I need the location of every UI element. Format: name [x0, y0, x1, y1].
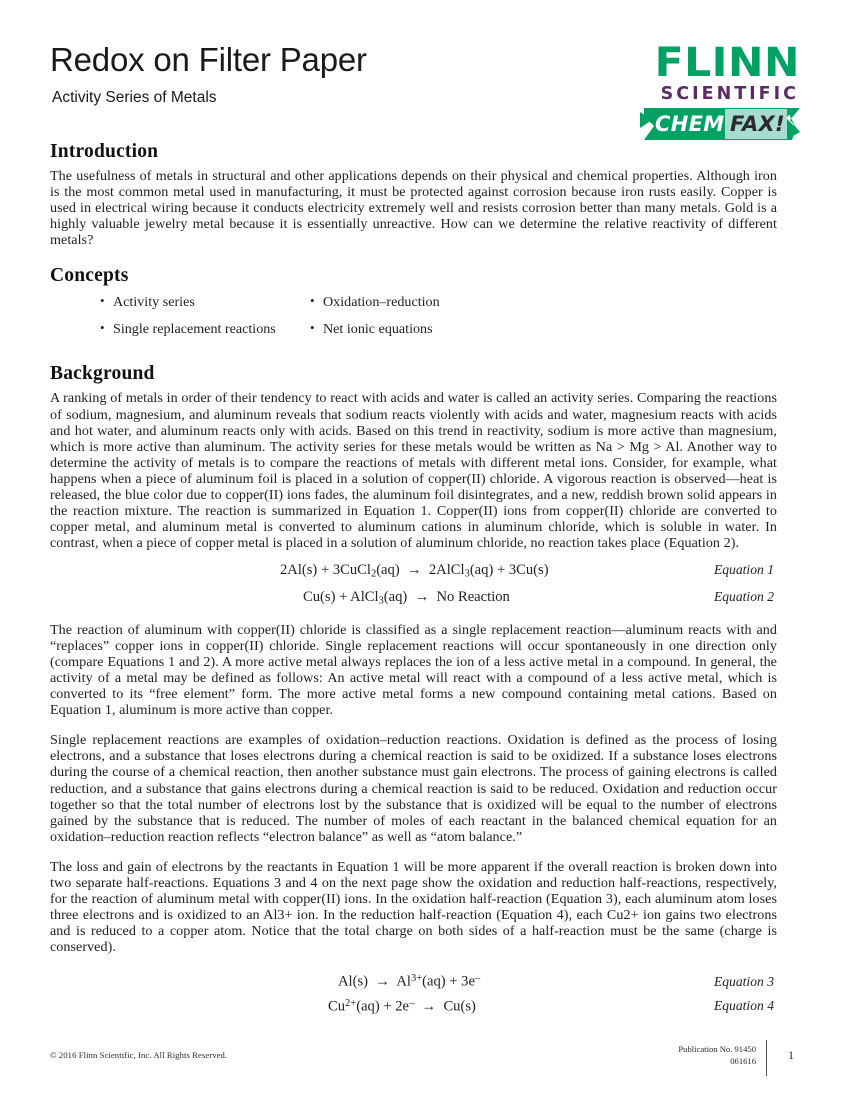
equation-1-label: Equation 1	[713, 562, 774, 578]
heading-introduction: Introduction	[50, 141, 159, 162]
spacer	[50, 348, 777, 362]
list-item: • Activity series	[100, 294, 310, 310]
equation-row-4	[50, 994, 777, 1016]
equation-group-2	[50, 969, 777, 1016]
logo-brand-text: FLINN	[654, 40, 800, 86]
equation-3-label: Equation 3	[713, 973, 774, 989]
equation-2-label: Equation 2	[713, 589, 774, 605]
equation-4-label: Equation 4	[713, 998, 774, 1014]
list-item: • Single replacement reactions	[100, 321, 310, 337]
footer-publication-info	[678, 1044, 756, 1067]
section-introduction	[50, 140, 777, 248]
concepts-column-1	[100, 294, 310, 348]
background-paragraph-3: Single replacement reactions are examples of oxidation–reduction reactions. Oxidation is defined as the process of losing electrons, and a substance that loses electrons during a chemical reaction is said to be oxidized. If a substance loses electrons during the course of a chemical reaction, then another substance must gain electrons. The process of gaining electrons is called reduction, and a substance that gains electrons during a chemical reaction is said to be reduced. Oxidation and reduction occur together so that the total number of electrons lost by the substance that is oxidized will be equal to the number of electrons gained by the substance that is reduced. The number of moles of each reactant in the balanced chemical equation for an oxidation–reduction reaction reflects “electron balance” as well as “atom balance.”	[50, 732, 777, 845]
equation-4-expression: $Cu^{2+}(aq) + 2e^- \to Cu(s)$	[328, 997, 476, 1015]
list-item: • Oxidation–reduction	[310, 294, 610, 310]
footer-publication-code: 061616	[730, 1055, 756, 1066]
section-concepts	[50, 264, 777, 348]
document-header	[50, 40, 800, 155]
banner-fax-text: FAX!	[730, 112, 785, 136]
chemfax-banner	[640, 108, 800, 142]
title-block	[50, 40, 610, 107]
heading-background: Background	[50, 363, 155, 385]
document-body	[50, 140, 777, 1026]
flinn-scientific-logo	[640, 40, 800, 153]
section-background	[50, 362, 777, 1016]
concepts-column-2	[310, 294, 610, 348]
list-item: • Net ionic equations	[310, 321, 610, 337]
equation-group-1	[50, 560, 777, 611]
equation-row-2	[50, 587, 777, 612]
equation-row-3	[50, 969, 777, 991]
background-paragraph-1: A ranking of metals in order of their tendency to react with acids and water is called an activity series. Comparing the reactions of sodium, magnesium, and aluminum reveals that sodium reacts violently with acids and water, magnesium reacts with acids and hot water, and aluminum reacts only with acids. Based on this trend in reactivity, sodium is more active than magnesium, which is more active than aluminum. The activity series for these metals would be written as Na > Mg > Al. Another way to determine the activity of metals is to compare the reactions of metals with different metal ions. Consider, for example, what happens when a piece of aluminum foil is placed in a solution of copper(II) chloride. A vigorous reaction is observed—heat is released, the blue color due to copper(II) ions fades, the aluminum foil disintegrates, and a new, reddish brown solid appears in the reaction mixture. The reaction is summarized in Equation 1. Copper(II) ions from copper(II) chloride are converted to copper metal, and aluminum metal is converted to aluminum cations in aluminum chloride, which is soluble in water. In contrast, when a piece of copper metal is placed in a solution of aluminum chloride, no reaction takes place (Equation 2).	[50, 390, 777, 552]
document-footer	[50, 1040, 800, 1088]
footer-copyright: © 2016 Flinn Scientific, Inc. All Rights Reserved.	[50, 1050, 228, 1060]
heading-concepts: Concepts	[50, 265, 129, 287]
equation-2-expression: Cu(s) + AlCl$_3$(aq) → No Reaction	[303, 589, 510, 607]
equation-row-1	[50, 560, 777, 585]
concepts-list	[100, 294, 777, 348]
page-subtitle: Activity Series of Metals	[52, 89, 217, 106]
equation-1-expression: 2Al(s) + 3CuCl$_2$(aq) → 2AlCl$_3$(aq) + 3Cu(s)	[280, 562, 549, 581]
page-number: 1	[788, 1048, 794, 1062]
background-paragraph-2: The reaction of aluminum with copper(II) chloride is classified as a single replacement reaction—aluminum reacts with and “replaces” copper ions in copper(II) chloride. Single replacement reactions will occur spontaneously in one direction only (compare Equations 1 and 2). A more active metal always replaces the ion of a less active metal in a compound. In general, the activity of a metal may be defined as follows: An active metal will react with a compound of a less active metal, which is converted to its “free element” form. The more active metal forms a new compound containing metal cations. Based on Equation 1, aluminum is more active than copper.	[50, 621, 777, 719]
background-paragraph-4: The loss and gain of electrons by the reactants in Equation 1 will be more apparent if the overall reaction is broken down into two separate half-reactions. Equations 3 and 4 on the next page show the oxidation and reduction half-reactions, respectively, for the reaction of aluminum metal with copper(II) ions. In the oxidation half-reaction (Equation 3), each aluminum atom loses three electrons and is oxidized to an Al3+ ion. In the reduction half-reaction (Equation 4), each Cu2+ ion gains two electrons and is reduced to a copper atom. Notice that the total charge on both sides of a half-reaction must be the same (charge is conserved).	[50, 858, 777, 956]
page-title: Redox on Filter Paper	[50, 41, 367, 78]
logo-brand-subtext: SCIENTIFIC	[660, 84, 799, 104]
spacer	[50, 248, 777, 264]
intro-paragraph: The usefulness of metals in structural and other applications depends on their physical and chemical properties. Although iron is the most common metal used in manufacturing, it must be protected against corrosion because iron rusts easily. Copper is used in electrical wiring because it conducts electricity extremely well and resists corrosion better than many metals. Gold is a highly valuable jewelry metal because it is essentially unreactive. How can we determine the relative reactivity of different metals?	[50, 168, 777, 249]
banner-chem-text: CHEM	[655, 112, 725, 136]
footer-divider	[766, 1040, 767, 1076]
footer-publication-number: Publication No. 91450	[678, 1044, 756, 1054]
equation-3-expression: $Al(s) \to Al^{3+}(aq) + 3e^-$	[338, 973, 481, 990]
